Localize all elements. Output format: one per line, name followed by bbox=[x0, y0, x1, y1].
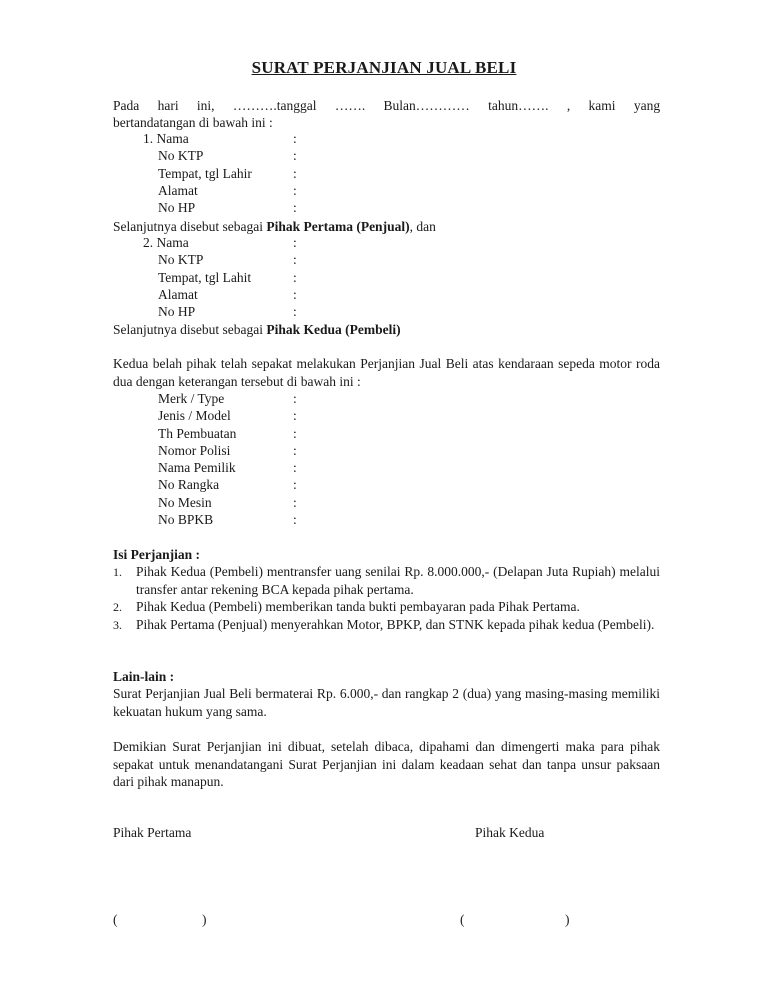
field-row bbox=[0, 183, 768, 200]
field-colon: : bbox=[293, 426, 297, 441]
signature-open-paren-first: ( bbox=[113, 912, 118, 927]
other-paragraph: Surat Perjanjian Jual Beli bermaterai Rp. 6.000,- dan rangkap 2 (dua) yang masing-masing memiliki kekuatan hukum yang sama. bbox=[113, 686, 660, 719]
list-text: Pihak Kedua (Pembeli) mentransfer uang senilai Rp. 8.000.000,- (Delapan Juta Rupiah) melalui transfer antar rekening BCA kepada pihak pertama. bbox=[136, 564, 660, 597]
field-colon: : bbox=[293, 200, 297, 215]
field-row bbox=[0, 235, 768, 252]
other-heading: Lain-lain : bbox=[113, 669, 175, 684]
field-colon: : bbox=[293, 166, 297, 181]
field-colon: : bbox=[293, 512, 297, 527]
field-colon: : bbox=[293, 183, 297, 198]
field-colon: : bbox=[293, 287, 297, 302]
field-row bbox=[0, 287, 768, 304]
field-row bbox=[0, 252, 768, 269]
field-row bbox=[0, 426, 768, 443]
content-heading: Isi Perjanjian : bbox=[113, 547, 200, 562]
field-row bbox=[0, 131, 768, 148]
field-row bbox=[0, 512, 768, 529]
list-number: 2. bbox=[113, 600, 122, 614]
field-label: Nomor Polisi bbox=[158, 443, 231, 458]
field-row bbox=[0, 270, 768, 287]
field-label: Tempat, tgl Lahit bbox=[158, 270, 252, 285]
field-label: Alamat bbox=[158, 183, 198, 198]
field-row bbox=[0, 166, 768, 183]
field-row bbox=[0, 391, 768, 408]
field-row bbox=[0, 477, 768, 494]
field-label: No Mesin bbox=[158, 495, 212, 510]
field-label: No KTP bbox=[158, 148, 204, 163]
field-colon: : bbox=[293, 235, 297, 250]
field-label: Tempat, tgl Lahir bbox=[158, 166, 252, 181]
agreement-paragraph: Kedua belah pihak telah sepakat melakukan Perjanjian Jual Beli atas kendaraan sepeda motor roda dua dengan keterangan tersebut di bawah ini : bbox=[113, 356, 660, 389]
field-colon: : bbox=[293, 131, 297, 146]
field-label: No KTP bbox=[158, 252, 204, 267]
field-colon: : bbox=[293, 148, 297, 163]
intro-line-1: Pada hari ini, ……….tanggal ……. Bulan………… tahun……. , kami yang bbox=[113, 98, 661, 113]
party2-summary: Selanjutnya disebut sebagai Pihak Kedua (Pembeli) bbox=[113, 322, 401, 337]
list-number: 3. bbox=[113, 618, 122, 632]
field-colon: : bbox=[293, 270, 297, 285]
field-row bbox=[0, 148, 768, 165]
field-label: Alamat bbox=[158, 287, 198, 302]
field-label: 2. Nama bbox=[143, 235, 189, 250]
field-row bbox=[0, 408, 768, 425]
field-label: No Rangka bbox=[158, 477, 220, 492]
field-label: No HP bbox=[158, 304, 196, 319]
list-text: Pihak Kedua (Pembeli) memberikan tanda bukti pembayaran pada Pihak Pertama. bbox=[136, 599, 580, 614]
party1-summary: Selanjutnya disebut sebagai Pihak Pertama (Penjual), dan bbox=[113, 219, 436, 234]
field-colon: : bbox=[293, 252, 297, 267]
field-colon: : bbox=[293, 391, 297, 406]
field-colon: : bbox=[293, 304, 297, 319]
field-colon: : bbox=[293, 408, 297, 423]
field-row bbox=[0, 304, 768, 321]
closing-paragraph: Demikian Surat Perjanjian ini dibuat, setelah dibaca, dipahami dan dimengerti maka para pihak sepakat untuk menandatangani Surat Perjanjian ini dalam keadaan sehat dan tanpa unsur paksaan dari pihak manapun. bbox=[113, 739, 660, 789]
signature-open-paren-second: ( bbox=[460, 912, 465, 927]
field-label: Nama Pemilik bbox=[158, 460, 236, 475]
list-number: 1. bbox=[113, 565, 122, 579]
signature-label-first: Pihak Pertama bbox=[113, 825, 192, 840]
field-row bbox=[0, 443, 768, 460]
field-label: Jenis / Model bbox=[158, 408, 231, 423]
field-colon: : bbox=[293, 460, 297, 475]
list-text: Pihak Pertama (Penjual) menyerahkan Motor, BPKP, dan STNK kepada pihak kedua (Pembeli). bbox=[136, 617, 655, 632]
field-label: No HP bbox=[158, 200, 196, 215]
field-colon: : bbox=[293, 495, 297, 510]
field-colon: : bbox=[293, 477, 297, 492]
signature-label-second: Pihak Kedua bbox=[475, 825, 545, 840]
intro-line-2: bertandatangan di bawah ini : bbox=[113, 115, 273, 130]
document-title: SURAT PERJANJIAN JUAL BELI bbox=[251, 58, 517, 77]
field-row bbox=[0, 200, 768, 217]
field-label: 1. Nama bbox=[143, 131, 189, 146]
field-colon: : bbox=[293, 443, 297, 458]
field-row bbox=[0, 495, 768, 512]
signature-close-paren-first: ) bbox=[202, 912, 207, 927]
field-row bbox=[0, 460, 768, 477]
signature-close-paren-second: ) bbox=[565, 912, 570, 927]
field-label: No BPKB bbox=[158, 512, 214, 527]
field-label: Merk / Type bbox=[158, 391, 225, 406]
field-label: Th Pembuatan bbox=[158, 426, 237, 441]
